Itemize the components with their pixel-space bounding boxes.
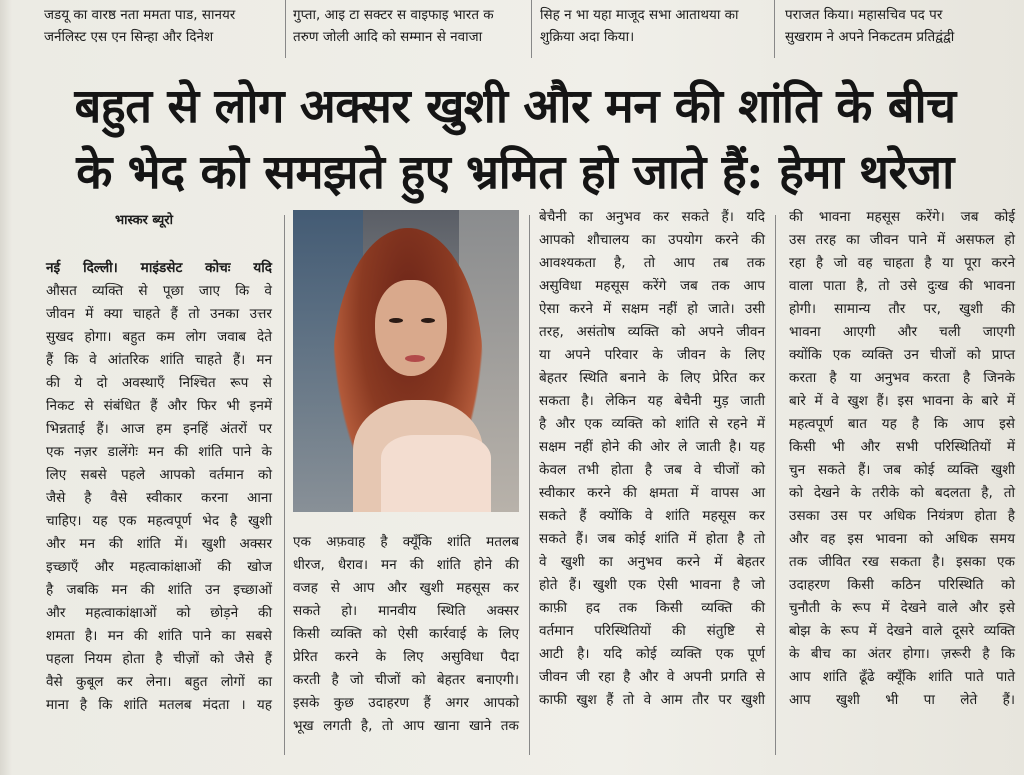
article-line: वाला पाता है, तो उसे दुःख की भावना — [789, 278, 1015, 294]
top-column-2 — [293, 4, 494, 48]
article-line: लिए सबसे पहले आपको वर्तमान को — [46, 467, 272, 483]
article-line: सकता है। लेकिन यह बेचैनी मुड़ जाती — [539, 393, 765, 409]
headline-line-1: बहुत से लोग अक्सर खुशी और मन की शांति के बीच — [74, 79, 956, 134]
article-line: बेचैनी का अनुभव कर सकते हैं। यदि — [539, 209, 765, 225]
article-line: तक जीवित रख सकता है। इसका एक — [789, 554, 1015, 570]
article-line: ऐसा करने में सक्षम नहीं हो जाते। उसी — [539, 301, 765, 317]
article-line: एक नज़र डालेंगेः मन की शांति पाने के — [46, 444, 272, 460]
article-line: और महत्वाकांक्षाओं को छोड़ने की — [46, 605, 272, 621]
article-line: आवश्यकता है, तो आप तब तक — [539, 255, 765, 271]
article-line: शमता है। मन की शांति पाने का सबसे — [46, 628, 272, 644]
article-line: सकते हो। मानवीय स्थिति अक्सर — [293, 603, 519, 619]
article-line: जैसे है वैसे स्वीकार करना आना — [46, 490, 272, 506]
top-line: तरुण जोली आदि को सम्मान से नवाजा — [293, 29, 483, 45]
article-line: एक अफ़वाह है क्यूँकि शांति मतलब — [293, 534, 519, 550]
article-line: या अपने परिवार के जीवन के लिए — [539, 347, 765, 363]
article-line: और वह इस भावना को अधिक समय — [789, 531, 1015, 547]
article-line: वे खुशी का अनुभव करने में बेहतर — [539, 554, 765, 570]
article-line: आप खुशी भी पा लेते हैं। — [789, 692, 1015, 708]
article-line: चाहिए। यह एक महत्वपूर्ण भेद है खुशी — [46, 513, 272, 529]
article-line: आप शांति ढूँढे क्यूँकि शांति पाते पाते — [789, 669, 1015, 685]
top-line: जडयू का वारष्ठ नता ममता पाड, सानयर — [44, 7, 236, 23]
article-line: प्रेरित करने के लिए असुविधा पैदा — [293, 649, 519, 665]
article-line: किसी भी और सभी परिस्थितियों में — [789, 439, 1015, 455]
column-rule — [285, 0, 286, 58]
article-line: उदाहरण किसी कठिन परिस्थिति को — [789, 577, 1015, 593]
article-line: वर्तमान परिस्थितियों की संतुष्टि से — [539, 623, 765, 639]
column-rule — [775, 215, 776, 755]
article-line: के बीच का अंतर होगा। ज़रूरी है कि — [789, 646, 1015, 662]
article-line: होगी। सामान्य तौर पर, खुशी की — [789, 301, 1015, 317]
article-line: उस तरह का जीवन पाने में असफल हो — [789, 232, 1015, 248]
article-column-1 — [46, 257, 272, 717]
column-rule — [774, 0, 775, 58]
article-line: असुविधा महसूस करेंगे जब तक आप — [539, 278, 765, 294]
article-line: हैं कि वे आंतरिक शांति चाहते हैं। मन — [46, 352, 272, 368]
previous-article-strip — [0, 0, 1024, 62]
article-line: औसत व्यक्ति से पूछा जाए कि वे — [46, 283, 272, 299]
article-line: की भावना महसूस करेंगे। जब कोई — [789, 209, 1015, 225]
article-line: केवल तभी होता है जब वे चीजों को — [539, 462, 765, 478]
top-column-4 — [785, 4, 954, 48]
top-line: सिह न भा यहा माजूद सभा आताथया का — [540, 7, 739, 23]
article-line: माना है कि शांति मतलब मंदता । यह — [46, 697, 272, 713]
article-line: भिन्नताई हैं। आज हम इनहिं अंतरों पर — [46, 421, 272, 437]
article-line: बारे में वे खुश हैं। इस भावना के बारे में — [789, 393, 1015, 409]
top-line: सुखराम ने अपने निकटतम प्रतिद्वंद्वी — [785, 29, 955, 45]
article-line: स्वीकार करने की क्षमता में वापस आ — [539, 485, 765, 501]
article-line: होते हैं। खुशी एक ऐसी भावना है जो — [539, 577, 765, 593]
article-line: जीवन जी रहा है और वे अपनी प्रगति से — [539, 669, 765, 685]
top-column-3 — [540, 4, 738, 48]
article-line: सुखद होगा। बहुत कम लोग जवाब देते — [46, 329, 272, 345]
article-headline — [20, 74, 1010, 206]
article-line: चुनौती के रूप में देखने वाले और इसे — [789, 600, 1015, 616]
article-line: बेहतर स्थिति बनाने के लिए प्रेरित कर — [539, 370, 765, 386]
article-line: किसी व्यक्ति को ऐसी कार्रवाई के लिए — [293, 626, 519, 642]
article-line: तरह, असंतोष व्यक्ति को अपने जीवन — [539, 324, 765, 340]
article-line: पहला नियम होता है चीज़ों को जैसे हैं — [46, 651, 272, 667]
headline-line-2: के भेद को समझते हुए भ्रमित हो जाते हैं: हेमा थरेजा — [76, 145, 954, 200]
article-line: उसका उस पर अधिक नियंत्रण होता है — [789, 508, 1015, 524]
top-line: गुप्ता, आइ टा सक्टर स वाइफाइ भारत क — [293, 7, 494, 23]
article-line: जीवन में क्या चाहते हैं तो उनका उत्तर — [46, 306, 272, 322]
top-line: पराजत किया। महासचिव पद पर — [785, 7, 943, 23]
article-line: आपको शौचालय का उपयोग करने की — [539, 232, 765, 248]
article-line: आटी है। यदि कोई व्यक्ति एक पूर्ण — [539, 646, 765, 662]
article-line: चुन सकते हैं। जब कोई व्यक्ति खुशी — [789, 462, 1015, 478]
article-line: और मन की शांति में। खुशी अक्सर — [46, 536, 272, 552]
top-line: जर्नलिस्ट एस एन सिन्हा और दिनेश — [44, 29, 214, 45]
article-line: काफ़ी हद तक किसी व्यक्ति की — [539, 600, 765, 616]
top-line: शुक्रिया अदा किया। — [540, 29, 635, 45]
column-rule — [284, 215, 285, 755]
article-line: वजह से आप और खुशी महसूस कर — [293, 580, 519, 596]
article-line: इसके कुछ उदाहरण हैं अगर आपको — [293, 695, 519, 711]
article-line: को देखने के तरीके को बदलता है, तो — [789, 485, 1015, 501]
article-line: करती है जो चीजों को बेहतर बनाएगी। — [293, 672, 519, 688]
article-line: धीरज, धैराव। मन की शांति होने की — [293, 557, 519, 573]
article-line: की ये दो अवस्थाएँ निश्चित रूप से — [46, 375, 272, 391]
article-line: है और एक व्यक्ति को शांति से रहने में — [539, 416, 765, 432]
article-line: क्योंकि एक व्यक्ति उन चीजों को प्राप्त — [789, 347, 1015, 363]
article-line: काफी खुश हैं तो वे आम तौर पर खुशी — [539, 692, 765, 708]
article-line: इच्छाएँ और महत्वाकांक्षाओं की खोज — [46, 559, 272, 575]
article-column-2 — [293, 531, 519, 738]
article-line: सकते हैं क्योंकि वे शांति महसूस कर — [539, 508, 765, 524]
article-line: सकते हैं। जब कोई शांति में होता है तो — [539, 531, 765, 547]
portrait-photo — [293, 210, 519, 512]
page-bottom-edge — [0, 760, 1024, 775]
article-line: भावना आएगी और चली जाएगी — [789, 324, 1015, 340]
column-rule — [531, 0, 532, 58]
article-line: सक्षम नहीं होने की ओर ले जाती है। यह — [539, 439, 765, 455]
article-line: भूख लगती है, तो आप खाना खाने तक — [293, 718, 519, 734]
article-column-3 — [539, 206, 765, 712]
byline: भास्कर ब्यूरो — [115, 213, 173, 228]
article-column-4 — [789, 206, 1015, 712]
article-line: बोझ के रूप में देखने वाले दूसरे व्यक्ति — [789, 623, 1015, 639]
article-line: महत्वपूर्ण बात यह है कि आप इसे — [789, 416, 1015, 432]
article-line: वैसे कुबूल कर लेना। बहुत लोगों का — [46, 674, 272, 690]
column-rule — [529, 215, 530, 755]
article-line: है जबकि मन की शांति उन इच्छाओं — [46, 582, 272, 598]
top-column-1 — [44, 4, 235, 48]
article-line: नई दिल्ली। माइंडसेट कोचः यदि — [46, 260, 272, 276]
article-line: करता है या अनुभव करता है जिनके — [789, 370, 1015, 386]
article-line: रहा है जो वह चाहता है या पूरा करने — [789, 255, 1015, 271]
article-line: निकट से संबंधित हैं और फिर भी इनमें — [46, 398, 272, 414]
